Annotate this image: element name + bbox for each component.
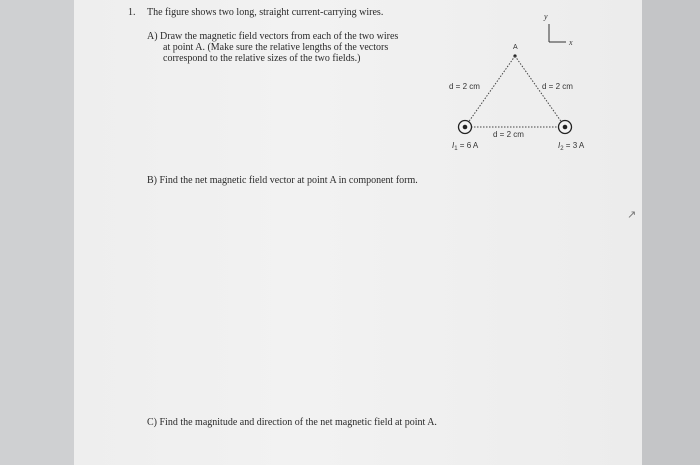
part-a-line-1: A) Draw the magnetic field vectors from each of the two wires (147, 31, 399, 42)
part-a-line-3: correspond to the relative sizes of the two fields.) (163, 53, 361, 64)
distance-left-label: d = 2 cm (449, 82, 480, 91)
point-a-label: A (513, 44, 518, 51)
current-2-label: $I_2 = 3$ A (558, 141, 585, 152)
part-c-text: C) Find the magnitude and direction of the net magnetic field at point A. (147, 417, 437, 428)
right-side-line (515, 56, 565, 127)
left-side-line (465, 56, 515, 127)
wire-1-out-of-page-icon (459, 121, 472, 134)
current-1-label: $I_1 = 6$ A (452, 141, 479, 152)
axis-y-label: y (544, 12, 548, 21)
part-a-line-2: at point A. (Make sure the relative lengths of the vectors (163, 42, 389, 53)
distance-right-label: d = 2 cm (542, 82, 573, 91)
question-number: 1. (128, 7, 136, 18)
part-b-text: B) Find the net magnetic field vector at point A in component form. (147, 175, 418, 186)
wire-2-out-of-page-icon (559, 121, 572, 134)
mouse-cursor-icon: ↗ (627, 208, 637, 221)
axis-x-label: x (569, 38, 573, 47)
distance-bottom-label: d = 2 cm (493, 130, 524, 139)
question-text: The figure shows two long, straight current-carrying wires. (147, 7, 384, 18)
axis-icon (543, 12, 573, 47)
